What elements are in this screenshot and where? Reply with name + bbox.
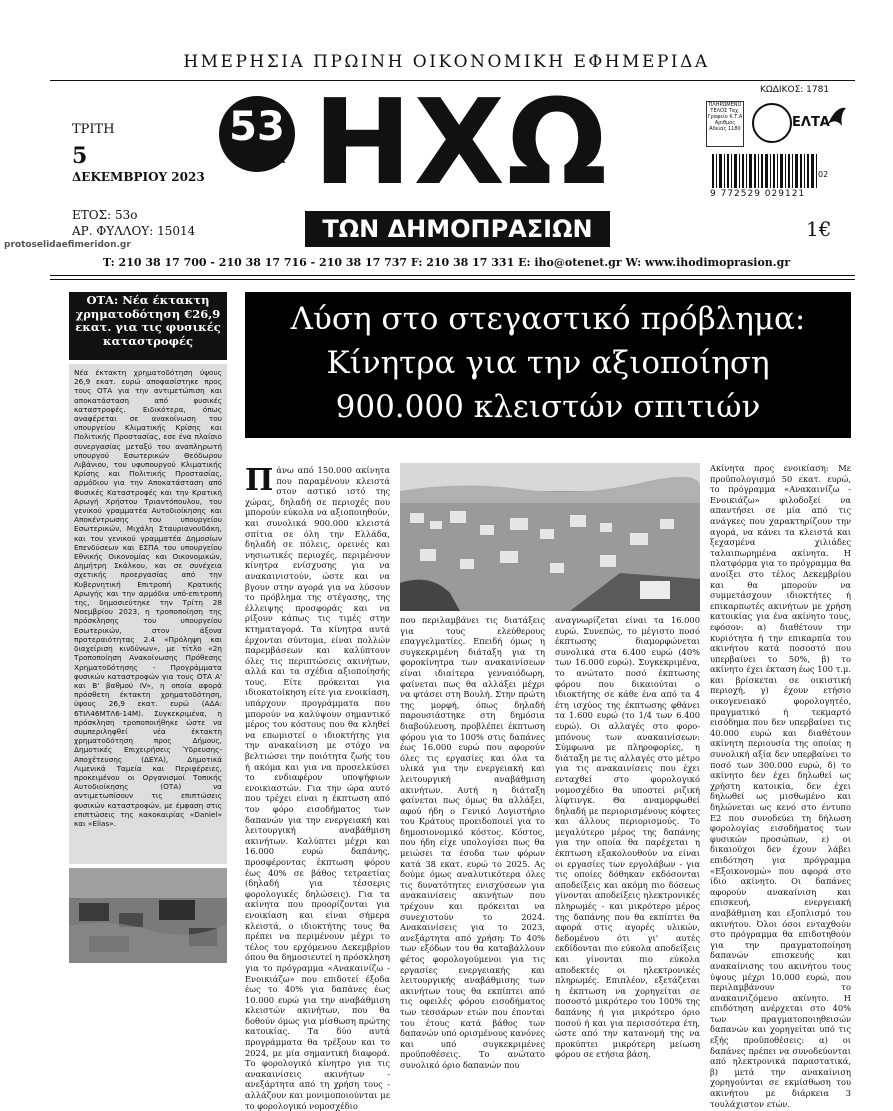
sidebar-headline: ΟΤΑ: Νέα έκτακτη χρηματοδότηση €26,9 εκατ. για τις φυσικές καταστροφές — [69, 292, 227, 360]
main-headline-line3: 900.000 κλειστών σπιτιών — [335, 389, 761, 425]
anniversary-badge: 53 — [219, 96, 295, 172]
masthead-title: ΗΧΩ — [312, 73, 610, 211]
hermes-icon — [826, 104, 848, 130]
article-column-1 — [245, 463, 390, 1111]
flood-photo — [69, 868, 227, 963]
contact-rule-bottom — [50, 279, 855, 280]
sidebar-body: Νέα έκτακτη χρηματοδότηση ύψους 26,9 εκατ. ευρώ αποφασίστηκε προς τους ΟΤΑ για την αντιμετώπιση και αποκατάσταση από φυσικές καταστροφές. Ειδικότερα, όπως αναφέρεται σε ανακοίνωση του υπουργείου Κλιματικής Κρίσης και Πολιτικής Προστασίας, εσε ένα πλαίσιο συνεργασίας μεταξύ του αναπληρωτή υπουργού Εσωτερικών Θεόδωρου Λιβάνιου, του υφυπουργού Κλιματικής Κρίσης και Πολιτικής Προστασίας, αρμόδιου για την Αποκατάσταση από Φυσικές Καταστροφές και την Κρατική Αρωγή Χρήστου Τριαντόπουλου, του γενικού γραμματέα Αυτοδιοίκησης και Αποκέντρωσης του υπουργείου Εσωτερικών, Μιχάλη Σταυριανουδάκη, και του γενικού γραμματέα Δημοσίων Επενδύσεων και ΕΣΠΑ του υπουργείου Εθνικής Οικονομίας και Οικονομικών, Δημήτρη Σκάλκου, και σε συνέχεια σχετικής προεργασίας από την Κυβερνητική Επιτροπή Κρατικής Αρωγής και την αρμόδια υπό-επιτροπή της, δημοσιεύτηκε την Τρίτη 28 Νοεμβρίου 2023, η τροποποίηση της πρόσκλησης του υπουργείου Εσωτερικών, στον άξονα προτεραιότητας 2.4 «Πρόληψη και διαχείριση κινδύνων», με τίτλο «2η Τροποποίηση Ανακοίνωσης Πρόθεσης Χρηματοδότησης - Προγράμματα φυσικών καταστροφών για τους ΟΤΑ Α' και Β' βαθμού IV», η οποία αφορά πρόσθετη έκτακτη χρηματοδότηση, ύψους 26,9 εκατ. ευρώ (ΑΔΑ: 6ΤΙΛ46ΜΤΛ6-14Μ). Συγκεκριμένα, η πρόσκληση τροποποιήθηκε ώστε να συμπεριληφθεί νέα έκτακτη χρηματοδότηση προς Δήμους, Δημοτικές Επιχειρήσεις Ύδρευσης-Αποχέτευσης (ΔΕΥΑ), Δημοτικά Λιμενικά Ταμεία και Περιφέρειες, προκειμένου οι Οργανισμοί Τοπικής Αυτοδιοίκησης (ΟΤΑ) να αντιμετωπίσουν τις επιπτώσεις φυσικών καταστροφών, με έμφαση στις επιπτώσεις της κακοκαιρίας «Daniel» και «Elias». — [69, 364, 227, 864]
postage-paid-box: ΠΛΗΡΩΜΕΝΟ ΤΕΛΟΣ Ταχ. Γραφείο Κ.Τ.Α Αριθμός Άδειας 1180 — [706, 101, 744, 147]
main-headline-line2: Κίνητρα για την αξιοποίηση — [326, 345, 770, 381]
issue-date-number: 5 — [72, 143, 88, 169]
issue-number-label: ΑΡ. ΦΥΛΛΟΥ: 15014 — [72, 224, 196, 238]
article-column-2: που περιλαμβάνει τις διατάξεις για τους ελεύθερους επαγγελματίες. Επειδή όμως η συγκεκριμένη διάταξη για τη φοροκίνητρα των ανακαινίσεων είναι ιδιαίτερα γενναιόδωρη, φαίνεται πως θα αλλάξει μέχρι να φτάσει στη Βουλή. Στην πρώτη της μορφή, όπως δηλαδή παρουσιάστηκε στη δημόσια διαβούλευση, προβλέπει έκπτωση φόρου για το 100% στις δαπάνες έως 16.000 ευρώ που αφορούν όλες τις εργασίες και όλα τα υλικά για την ενεργειακή και λειτουργική αναβάθμιση ακινήτων. Αυτή η διάταξη φαίνεται πως όμως θα αλλάξει, αφού ήδη ο Γενικό Λογιστήριο του Κράτους προειδοποιεί για το δημοσιονομικό κόστος. Κόστος, που ήδη είχε υπολογίσει πως θα μειώσει τα έσοδα των φόρων κατά 38 εκατ. ευρώ το 2025. Ας δούμε όμως αναλυτικότερα όλες τις δυνατότητες ενισχύσεων για ανακαινίσεις ακινήτων που τρέχουν και πρόκειται να συνεχιστούν το 2024. Ανακαινίσεις για το 2023, ανεξάρτητα από χρήση: Το 40% των εξόδων του θα καταβάλλουν φέτος φορολογούμενοι για τις εργασίες ενεργειακής και λειτουργικής αναβάθμισης των ακινήτων τους θα εκπίπτει από τις οφειλές φόρου εισοδήματος των τεσσάρων ετών που έπονται του έτους κατά βάθος των δαπανών υπό ορισμένους κανόνες και υπό συγκεκριμένες προϋποθέσεις. Το ανώτατο συνολικό όριο δαπανών που — [400, 615, 545, 1070]
code-label: ΚΩΔΙΚΟΣ: 1781 — [760, 85, 830, 95]
barcode-number: 9 772529 029121 — [710, 189, 806, 199]
barcode-suffix: 02 — [818, 170, 829, 179]
masthead-subtitle: ΤΩΝ ΔΗΜΟΠΡΑΣΙΩΝ — [305, 211, 610, 247]
watermark: protoselidaefimeridon.gr — [4, 240, 131, 250]
elta-logo: ΕΛΤΑ — [792, 115, 830, 130]
article-dropcap: Π — [245, 463, 274, 498]
price: 1€ — [806, 217, 832, 241]
contact-rule-top — [50, 275, 855, 276]
contact-line: T: 210 38 17 700 - 210 38 17 716 - 210 38 17 737 F: 210 38 17 331 E: iho@otenet.gr W: www.ihodimoprasion.gr — [102, 256, 791, 269]
city-photo — [400, 463, 700, 611]
article-col1-text: άνω από 150.000 ακίνητα που παραμένουν κλειστά στον αστικό ιστό της χώρας, δηλαδή σε περιοχές που μπορούν εύκολα να αξιοποιηθούν, και συνολικά 900.000 κλειστά σπίτια σε όλη την Ελλάδα, δηλαδή σε πόλεις, ορεινές και νησιωτικές περιοχές, περιμένουν κίνητρα ενίσχυσης για να ανακαινιστούν, ώστε και να βγουν στην αγορά για να λύσουν το πρόβλημα της στέγασης, της έλλειψης προσφοράς και να ρίξουν κάπως τις τιμές στην κτηματαγορά. Τα κίνητρα αυτά έρχονται σύντομα, είναι πολλών παρεμβάσεων και καλύπτουν όλες τις περιπτώσεις ακινήτων, αλλά και τα σχέδια αξιοποίησής τους. Είτε πρόκειται για ιδιοκατοίκηση είτε για ενοικίαση, υπάρχουν προγράμματα που μπορούν να καλύψουν σημαντικό μέρος του κόστους που θα κληθεί να επωμιστεί ο ιδιοκτήτης για την ανακαίνιση με στόχο να βελτιώσει την ποιότητα ζωής του ή ακόμα και για να προσελκύσει το ενδιαφέρον υποψήφιων ενοικιαστών. Για την ώρα αυτό που τρέχει είναι η έκπτωση από τον φόρο εισοδήματος των δαπανών για την ενεργειακή και λειτουργική αναβάθμιση ακινήτων. Καλύπτει μέχρι και 16.000 ευρώ δαπάνης, προσφέροντας έκπτωση φόρου έως 40% σε βάθος τετραετίας (δηλαδή για τέσσερις φορολογικές δηλώσεις). Για τα ακίνητα που προορίζονται για ενοικίαση και είναι σήμερα κλειστά, ο ιδιοκτήτης τους θα πρέπει να περιμένουν μέχρι το τέλος του ερχόμενου Δεκεμβρίου όπου θα δημοσιευτεί η πρόσκληση για το πρόγραμμα «Ανακαινίζω - Ενοικιάζω» που επιδοτεί έξοδα έως το 40% για δαπάνες έως 10.000 ευρώ για την αναβάθμιση κλειστών ακινήτων, που θα δοθούν όμως για μίσθωση πρώτης κατοικίας. Τα δύο αυτά προγράμματα θα τρέξουν και το 2024, με μία σημαντική διαφορά. Το φορολογικό κίνητρο για τις ανακαινίσεις ακινήτων - ανεξάρτητα από τη χρήση τους - αλλάζουν και μονιμοποιούνται με το φορολογικό νομοσχέδιο — [245, 465, 390, 1111]
seal-icon — [752, 103, 792, 143]
year-label: ΕΤΟΣ: 53ο — [72, 208, 138, 222]
main-headline-line1: Λύση στο στεγαστικό πρόβλημα: — [290, 301, 806, 337]
main-headline — [245, 292, 851, 438]
article-column-3: αναγνωρίζεται είναι τα 16.000 ευρώ. Συνεπώς, το μέγιστο ποσό έκπτωσης διαμορφώνεται συνολικά στα 6.400 ευρώ (40% των 16.000 ευρώ). Συγκεκριμένα, το ανώτατο ποσό έκπτωσης φόρου που δικαιούται ο ιδιοκτήτης σε κάθε ένα από τα 4 έτη ισχύος της έκπτωσης φθάνει τα 1.600 ευρώ (το 1/4 των 6.400 ευρώ). Οι αλλαγές στο φορο-μπόνους των ανακαινίσεων: Σύμφωνα με πληροφορίες, η διάταξη με τις αλλαγές στο μέτρο για τις ανακαινίσεις που έχει ενταχθεί στο φορολογικό νομοσχέδιο θα υποστεί ριζική λίφτινγκ. Θα αναμορφωθεί δηλαδή με περιορισμένους κόφτες και άλλους περιορισμούς. Το μεγαλύτερο μέρος της δαπάνης για την οποία θα παρέχεται η έκπτωση εξακολουθούν να είναι οι εργασίες των εργολάβων - για τις οποίες δόθηκαν εκδόσονται αποδείξεις και ακόμη πιο δόσεως γίνονται αποδείξεις ηλεκτρονικές πληρωμές - και μικρότερο μέρος της δαπάνης που θα εκπίπτει θα αφορά στις αγορές υλικών, δεδομένου ότι γι' αυτές εκδίδονται πιο εύκολα αποδείξεις και γίνονται πιο εύκολα αποδεκτές οι ηλεκτρονικές πληρωμές. Επιπλέον, εξετάζεται η έκπτωση να χορηγείται σε ποσοστό μικρότερο του 100% της δαπάνης ή για μικρότερο όριο ποσού ή και για περισσότερα έτη, ώστε από την κατανομή της να προκύπτει μικρότερη μείωση φόρου σε ετήσια βάση. — [555, 615, 700, 1060]
tagline: ΗΜΕΡΗΣΙΑ ΠΡΩΙΝΗ ΟΙΚΟΝΟΜΙΚΗ ΕΦΗΜΕΡΙΔΑ — [183, 52, 710, 72]
anniversary-badge-text: ΧΡΟΝΙΑ — [232, 152, 286, 166]
article-column-4: Ακίνητα προς ενοικίαση: Με προϋπολογισμό 50 εκατ. ευρώ, το πρόγραμμα «Ανακαινίζω - Ενοικιάζω» φιλοδοξεί να απαντήσει σε μία από τις ανάγκες που χαρακτηρίζουν την αγορά, να κάνει τα κλειστά και ξεχασμένα χιλιάδες ταλαιπωρημένα ακίνητα. Η πλατφόρμα για το πρόγραμμα θα ανοίξει στο τέλος Δεκεμβρίου και θα μπορούν να συμμετάσχουν ιδιοκτήτες ή επικαρπωτές ακινήτων με χρήση κατοικίας για ένα ακίνητο τους, εφόσον: α) διαθέτουν την κυριότητα ή την επικαρπία του ακινήτου κατά ποσοστό που υπερβαίνει το 50%, β) το ακίνητο έχει έκταση έως 100 τ.μ. και βρίσκεται σε οικιστική περιοχή, γ) έχουν ετήσιο οικογενειακό φορολογητέο, πραγματικό ή τεκμαρτό εισόδημα που δεν υπερβαίνει τις 40.000 ευρώ και διαθέτουν ακίνητη περιουσία της οποίας η συνολική αξία δεν υπερβαίνει το ποσό των 300.000 ευρώ, δ) το ακίνητο δεν έχει δηλωθεί ως χρήστη κατοικία, δεν έχει δηλωθεί ως μισθωμένο και δηλώνεται ως κενό στο έντυπο Ε2 που συνοδεύει τη δήλωση φορολογίας εισοδήματος των φυσικών προσώπων, ε) οι δικαιούχοι δεν έχουν λάβει επιδότηση για πρόγραμμα «Εξοικονομώ» που αφορά στο ίδιο ακίνητο. Οι δαπάνες αφορούν ανακαίνιση και επισκευή, ενεργειακή αναβάθμιση και εξοπλισμό του ακινήτου. Όλοι όσοι ενταχθούν στο πρόγραμμα θα επιδοτηθούν για την πραγματοποίηση δαπανών επισκευής και ανακαίνισης του ακινήτου τους ύψους μέχρι 10.000 ευρώ, που περιλαμβάνουν το ανακαινιζόμενο ακίνητο. Η επιδότηση ανέρχεται στο 40% των πραγματοποιηθεισών δαπανών και χορηγείται υπό τις εξής προϋποθέσεις: α) οι δαπάνες πρέπει να συνοδεύονται από ηλεκτρονικά παραστατικά, β) μετά την ανακαίνιση χορηγούνται σε εκμίσθωση του ακινήτου με διάρκεια 3 τουλάχιστον ετών. — [710, 463, 851, 1109]
issue-month-year: ΔΕΚΕΜΒΡΙΟΥ 2023 — [72, 170, 205, 184]
issue-day: ΤΡΙΤΗ — [72, 122, 115, 137]
